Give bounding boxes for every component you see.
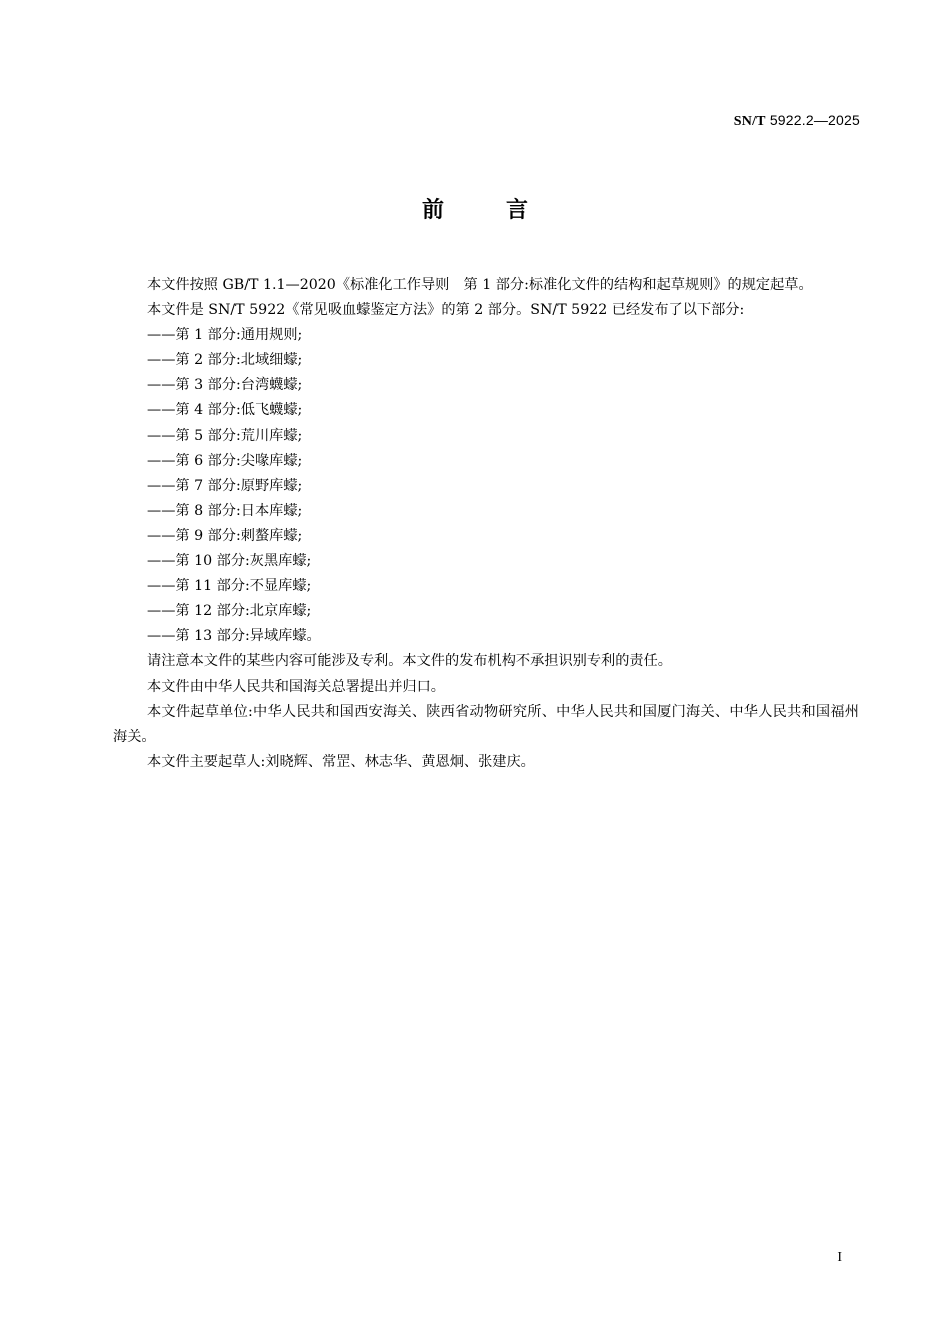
list-item: ——第 8 部分:日本库蠓;: [147, 502, 303, 519]
paragraph-series-intro: 本文件是 SN/T 5922《常见吸血蠓鉴定方法》的第 2 部分。SN/T 5922 已经发布了以下部分:: [147, 302, 745, 319]
title-part-1: 前: [421, 198, 444, 223]
list-item: ——第 7 部分:原野库蠓;: [147, 477, 303, 494]
list-item: ——第 11 部分:不显库蠓;: [147, 578, 312, 595]
list-item: ——第 13 部分:异域库蠓。: [147, 628, 321, 645]
paragraph-patent-notice: 请注意本文件的某些内容可能涉及专利。本文件的发布机构不承担识别专利的责任。: [147, 653, 672, 670]
parts-list: [113, 323, 859, 649]
list-item: ——第 2 部分:北域细蠓;: [147, 352, 303, 369]
page-title: [0, 193, 950, 224]
document-body: [113, 273, 859, 775]
standard-code-prefix: SN/T: [733, 114, 766, 129]
list-item: ——第 9 部分:刺螯库蠓;: [147, 527, 303, 544]
paragraph-drafting-rules: 本文件按照 GB/T 1.1—2020《标准化工作导则 第 1 部分:标准化文件的结构和起草规则》的规定起草。: [147, 277, 813, 293]
title-part-2: 言: [506, 198, 529, 223]
list-item: ——第 3 部分:台湾蠛蠓;: [147, 377, 303, 394]
page-number: I: [837, 1250, 842, 1265]
list-item: ——第 12 部分:北京库蠓;: [147, 603, 312, 620]
paragraph-drafting-units: 本文件起草单位:中华人民共和国西安海关、陕西省动物研究所、中华人民共和国厦门海关、中华人民共和国福州海关。: [113, 703, 859, 745]
list-item: ——第 5 部分:荒川库蠓;: [147, 427, 303, 444]
paragraph-drafters: 本文件主要起草人:刘晓辉、常罡、林志华、黄恩炯、张建庆。: [147, 753, 535, 770]
standard-code: [734, 112, 860, 130]
list-item: ——第 1 部分:通用规则;: [147, 327, 303, 344]
standard-code-number: 5922.2—2025: [765, 112, 860, 128]
paragraph-proposer: 本文件由中华人民共和国海关总署提出并归口。: [147, 678, 445, 695]
list-item: ——第 4 部分:低飞蠛蠓;: [147, 402, 303, 419]
list-item: ——第 6 部分:尖喙库蠓;: [147, 452, 303, 469]
list-item: ——第 10 部分:灰黑库蠓;: [147, 553, 312, 570]
